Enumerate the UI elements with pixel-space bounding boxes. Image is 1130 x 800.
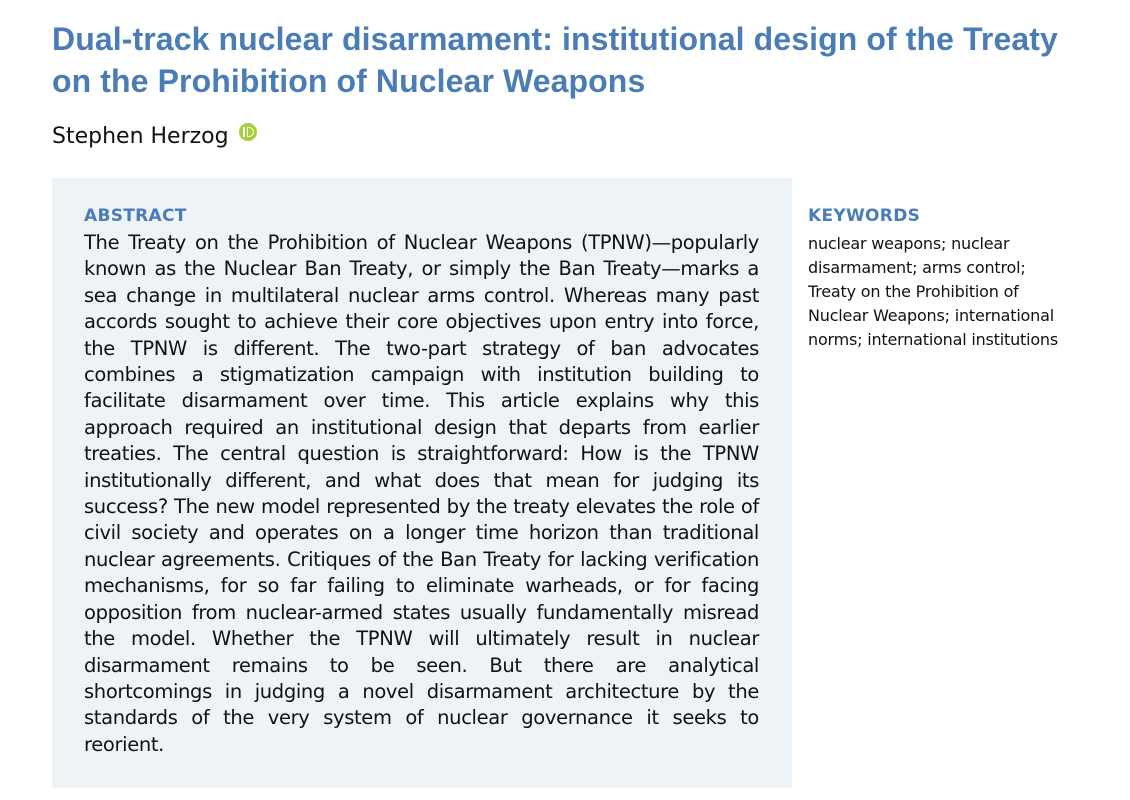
abstract-text: The Treaty on the Prohibition of Nuclear Weapons (TPNW)—popularly known as the Nuclear Ban Treaty, or simply the Ban Treaty—marks a sea change in multilateral nuclear arms control. Whereas many past accords sought to achieve their core objectives upon entry into force, the TPNW is different. The two-part strategy of ban advocates combines a stigmatization campaign with institution building to facilitate disarmament over time. This article explains why this approach required an institutional design that departs from earlier treaties. The central question is straightforward: How is the TPNW institutionally different, and what does that mean for judging its success? The new model represented by the treaty elevates the role of civil society and operates on a longer time horizon than traditional nuclear agreements. Critiques of the Ban Treaty for lacking verification mechanisms, for so far failing to eliminate warheads, or for facing opposition from nuclear-armed states usually fundamentally misread the model. Whether the TPNW will ultimately result in nuclear disarmament remains to be seen. But there are analytical shortcomings in judging a novel disarmament architecture by the standards of the very system of nuclear governance it seeks to reorient. [84,231,759,756]
orcid-icon[interactable] [239,123,257,141]
author-row [52,120,257,152]
orcid-i-glyph [243,127,245,137]
author-name[interactable]: Stephen Herzog [52,123,229,149]
keywords-heading: KEYWORDS [808,206,921,226]
abstract-box [52,178,792,788]
keywords-block [808,206,1068,352]
article-title: Dual-track nuclear disarmament: institutional design of the Treaty on the Prohibition of Nuclear Weapons [52,21,1058,99]
abstract-heading: ABSTRACT [84,206,187,226]
keywords-text: nuclear weapons; nuclear disarmament; arms control; Treaty on the Prohibition of Nuclear Weapons; international norms; international institutions [808,234,1058,349]
orcid-d-glyph [247,127,254,137]
